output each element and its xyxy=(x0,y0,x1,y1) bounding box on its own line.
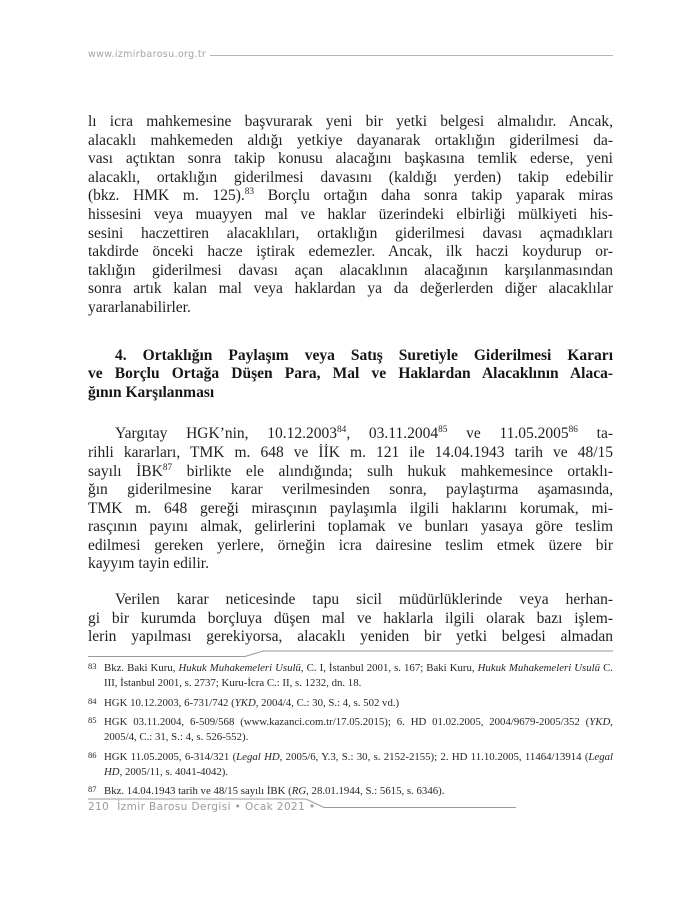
italic-citation: Legal HD xyxy=(104,750,614,778)
text-run: ve 11.05.2005 xyxy=(447,425,569,443)
text-run: vası açtıktan sonra takip konusu alacağını başkasına temlik ederse, yeni xyxy=(88,150,613,168)
text-line xyxy=(88,132,613,151)
text-run: taklığın giderilmesi davası açan alacaklının alacağının karşılanmasından xyxy=(88,261,613,279)
text-line xyxy=(88,225,613,244)
italic-citation: RG xyxy=(291,785,307,797)
text-run: sonra artık kalan mal veya haklardan ya da değerlerden diğer alacaklılar xyxy=(88,280,613,298)
footnote-item xyxy=(88,750,613,780)
text-line xyxy=(88,113,613,132)
text-line xyxy=(88,518,613,537)
text-run: hissesini veya muayyen mal ve haklar üzerindeki elbirliği mülkiyeti his- xyxy=(88,205,613,223)
text-run: Yargıtay HGK’nin, 10.12.2003 xyxy=(115,425,338,443)
text-run: , 28.01.1944, S.: 5615, s. 6346). xyxy=(306,785,445,797)
text-run: Borçlu ortağın daha sonra takip yaparak miras xyxy=(254,187,613,205)
text-run: alacaklı mahkemeden aldığı yetkiye dayanarak ortaklığın giderilmesi da- xyxy=(88,131,613,149)
text-run: TMK m. 648 gereği mirasçının paylaşımla ilgili haklarını korumak, mi- xyxy=(88,499,613,517)
paragraph xyxy=(88,591,613,647)
text-run: , 2005/4, C.: 31, S.: 4, s. 526-552). xyxy=(104,716,613,743)
text-run: Bkz. 14.04.1943 tarih ve 48/15 sayılı İBK ( xyxy=(104,785,292,797)
text-run: ve Borçlu Ortağa Düşen Para, Mal ve Haklardan Alacaklının Alaca- xyxy=(88,365,613,383)
text-run: C. III, İstanbul 2001, s. 2737; Kuru-İcra C.: II, s. 1232, dn. 18. xyxy=(104,662,613,689)
text-run: edilmesi gereken yerlere, örneğin icra dairesine teslim etmek üzere bir xyxy=(88,536,613,554)
footnote-number: 87 xyxy=(88,784,97,794)
footnote-number: 85 xyxy=(88,715,97,725)
text-run: lerin yapılması gerekiyorsa, alacaklı yeniden bir yetki belgesi almadan xyxy=(88,628,613,646)
footnote-ref: 84 xyxy=(337,425,347,436)
footnotes-section xyxy=(88,650,613,804)
text-run: , 2005/11, s. 4041-4042). xyxy=(119,765,229,778)
text-run: HGK 11.05.2005, 6-314/321 ( xyxy=(104,750,237,763)
paragraph xyxy=(88,113,613,318)
text-run: , 03.11.2004 xyxy=(346,425,439,443)
page-number: 210 xyxy=(88,801,110,813)
footnote-ref: 83 xyxy=(244,187,255,198)
italic-citation: YKD xyxy=(234,696,256,709)
text-line xyxy=(88,365,613,384)
italic-citation: Legal HD xyxy=(236,750,280,763)
text-run: ta- xyxy=(577,425,614,443)
text-line xyxy=(88,150,613,169)
text-run: yararlanabilirler. xyxy=(88,298,191,316)
text-run: sesini haczettiren alacaklıları, ortaklığın giderilmesi davası açmadıkları xyxy=(88,224,613,242)
text-line xyxy=(88,628,613,647)
text-line xyxy=(88,243,613,262)
text-run: Bkz. Baki Kuru, xyxy=(104,662,179,674)
text-run: rasçının payını almak, gelirlerini toplamak ve bunları yasaya göre teslim xyxy=(88,518,613,536)
text-line xyxy=(88,169,613,188)
footnote-list xyxy=(88,661,613,799)
text-run: (bkz. HMK m. 125). xyxy=(88,187,245,205)
footnote-ref: 86 xyxy=(568,425,578,436)
text-line xyxy=(88,555,613,574)
footnote-item xyxy=(88,784,613,799)
footnote-item xyxy=(88,696,613,711)
text-run: , C. I, İstanbul 2001, s. 167; Baki Kuru, xyxy=(300,662,478,674)
header-rule-line xyxy=(210,55,613,56)
footnote-number: 86 xyxy=(88,749,97,760)
text-line xyxy=(88,384,613,403)
text-run: HGK 10.12.2003, 6-731/742 ( xyxy=(104,696,235,709)
text-run: HGK 03.11.2004, 6-509/568 (www.kazanci.com.tr/17.05.2015); 6. HD 01.02.2005, 2004/9679-2005/352 ( xyxy=(104,716,590,728)
text-line xyxy=(88,481,613,500)
text-run: birlikte ele alındığında; sulh hukuk mahkemesince ortaklı- xyxy=(172,462,613,480)
text-run: ğın giderilmesine karar verilmesinden sonra, paylaştırma aşamasında, xyxy=(88,481,613,499)
page-footer xyxy=(88,798,613,820)
body-paragraphs xyxy=(88,113,613,647)
text-run: takdirde önceki hacze iştirak edemezler. Ancak, ilk haczi koydurup or- xyxy=(88,243,613,261)
text-run: Verilen karar neticesinde tapu sicil müdürlüklerinde veya herhan- xyxy=(115,591,613,609)
text-run: alacaklı, ortaklığın giderilmesi davasını (kaldığı yerden) takip edebilir xyxy=(88,168,613,186)
footnote-number: 83 xyxy=(88,661,97,671)
italic-citation: YKD xyxy=(589,716,611,728)
footnote-separator-line xyxy=(88,650,613,658)
text-line xyxy=(88,206,613,225)
text-run: ğının Karşılanması xyxy=(88,383,215,401)
text-line xyxy=(88,280,613,299)
text-line xyxy=(88,591,613,610)
text-line xyxy=(88,347,613,366)
footnote-item xyxy=(88,661,613,691)
text-line xyxy=(88,463,613,482)
text-run: sayılı İBK xyxy=(88,462,163,480)
footnote-ref: 87 xyxy=(162,462,173,473)
footnote-item xyxy=(88,715,613,745)
journal-title-line: İzmir Barosu Dergisi • Ocak 2021 • xyxy=(117,801,316,813)
header-url: www.izmirbarosu.org.tr xyxy=(88,49,207,60)
text-line xyxy=(88,537,613,556)
text-line xyxy=(88,610,613,629)
text-line xyxy=(88,262,613,281)
paragraph xyxy=(88,425,613,574)
section-heading xyxy=(88,347,613,403)
footer-text xyxy=(88,801,316,813)
text-run: gi bir kurumda borçluya düşen mal ve haklarla ilgili olarak bazı işlem- xyxy=(88,609,613,627)
text-line xyxy=(88,187,613,206)
text-run: lı icra mahkemesine başvurarak yeni bir yetki belgesi almalıdır. Ancak, xyxy=(88,113,613,130)
text-line xyxy=(88,425,613,444)
text-run: rihli kararları, TMK m. 648 ve İİK m. 121 ile 14.04.1943 tarih ve 48/15 xyxy=(88,443,613,461)
text-run: , 2004/4, C.: 30, S.: 4, s. 502 vd.) xyxy=(255,696,400,709)
footnote-ref: 85 xyxy=(438,425,448,436)
italic-citation: Hukuk Muhakemeleri Usulü xyxy=(178,662,301,674)
text-run: kayyım tayin edilir. xyxy=(88,555,209,573)
page-header xyxy=(88,49,613,60)
text-run: , 2005/6, Y.3, S.: 30, s. 2152-2155); 2. HD 11.10.2005, 11464/13914 ( xyxy=(279,750,589,763)
text-line xyxy=(88,444,613,463)
italic-citation: Hukuk Muhakemeleri Usulü xyxy=(477,662,601,674)
text-run: 4. Ortaklığın Paylaşım veya Satış Suretiyle Giderilmesi Kararı xyxy=(115,346,613,364)
text-line xyxy=(88,299,613,318)
text-line xyxy=(88,500,613,519)
footnote-number: 84 xyxy=(88,695,97,706)
